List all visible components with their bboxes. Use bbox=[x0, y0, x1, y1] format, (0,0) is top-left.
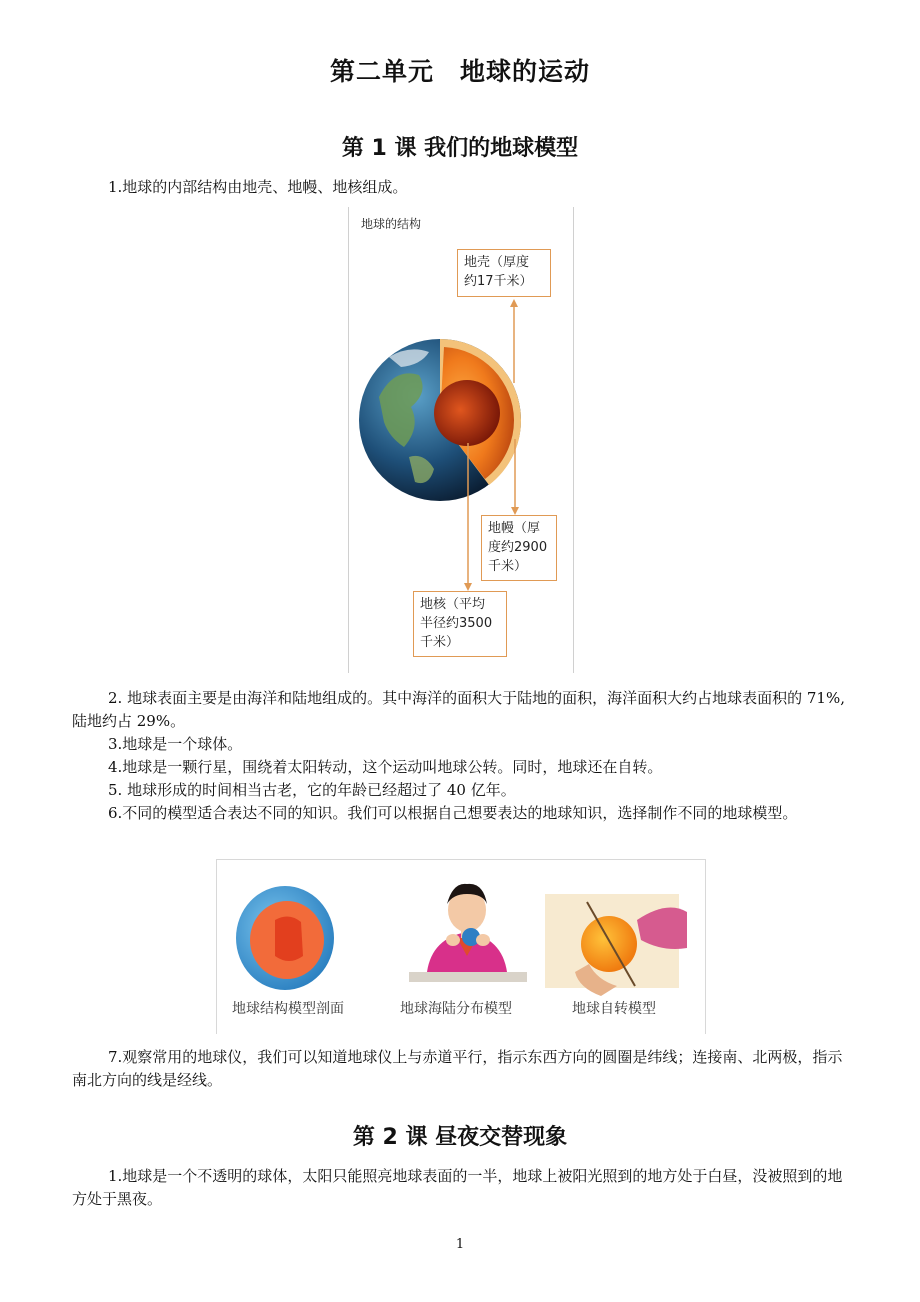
core-callout-line-1: 地核（平均 bbox=[420, 597, 486, 612]
lesson1-para-3: 3.地球是一个球体。 bbox=[108, 735, 243, 753]
page-number: 1 bbox=[455, 1237, 465, 1252]
orange-rotation-model bbox=[545, 894, 687, 996]
clay-structure-model bbox=[236, 886, 334, 990]
crust-callout-line-1: 地壳（厚度 bbox=[464, 255, 530, 270]
earth-structure-figure bbox=[348, 207, 574, 673]
mantle-callout bbox=[481, 515, 557, 581]
caption-land-sea-model: 地球海陆分布模型 bbox=[400, 1001, 512, 1017]
girl-with-globe bbox=[409, 884, 527, 982]
crust-callout bbox=[457, 249, 551, 297]
lesson1-para-6: 6.不同的模型适合表达不同的知识。我们可以根据自己想要表达的地球知识，选择制作不同的地球模型。 bbox=[108, 804, 798, 822]
mantle-callout-line-1: 地幔（厚 bbox=[488, 521, 541, 536]
core-callout-line-2: 半径约3500 bbox=[420, 616, 493, 631]
lesson1-para-7: 7.观察常用的地球仪，我们可以知道地球仪上与赤道平行，指示东西方向的圆圈是纬线；连接南、北两极，指示南北方向的线是经线。 bbox=[72, 1048, 843, 1089]
core-callout-line-3: 千米） bbox=[420, 635, 460, 650]
earth-models-illustration bbox=[217, 860, 705, 1000]
lesson1-para-1: 1.地球的内部结构由地壳、地幔、地核组成。 bbox=[108, 178, 408, 196]
core-callout bbox=[413, 591, 507, 657]
earth-models-figure bbox=[216, 859, 706, 1034]
caption-structure-model: 地球结构模型剖面 bbox=[232, 1001, 344, 1017]
mantle-callout-line-2: 度约2900 bbox=[488, 540, 548, 555]
inner-core-shape bbox=[434, 380, 500, 446]
mantle-callout-line-3: 千米） bbox=[488, 559, 528, 574]
lesson1-para-4: 4.地球是一颗行星，围绕着太阳转动，这个运动叫地球公转。同时，地球还在自转。 bbox=[108, 758, 663, 776]
lesson1-para-2: 2. 地球表面主要是由海洋和陆地组成的。其中海洋的面积大于陆地的面积，海洋面积大约占地球表面积的 71%,陆地约占 29%。 bbox=[72, 689, 845, 730]
lesson1-title: 第 1 课 我们的地球模型 bbox=[341, 136, 579, 161]
caption-rotation-model: 地球自转模型 bbox=[572, 1001, 656, 1017]
lesson2-title: 第 2 课 昼夜交替现象 bbox=[352, 1125, 568, 1150]
unit-title: 第二单元 地球的运动 bbox=[329, 57, 590, 86]
crust-callout-line-2: 约17千米） bbox=[464, 274, 533, 289]
lesson1-para-5: 5. 地球形成的时间相当古老，它的年龄已经超过了 40 亿年。 bbox=[108, 781, 516, 799]
lesson2-para-1: 1.地球是一个不透明的球体，太阳只能照亮地球表面的一半，地球上被阳光照到的地方处于白昼，没被照到的地方处于黑夜。 bbox=[72, 1167, 843, 1208]
earth-structure-label: 地球的结构 bbox=[361, 217, 422, 231]
